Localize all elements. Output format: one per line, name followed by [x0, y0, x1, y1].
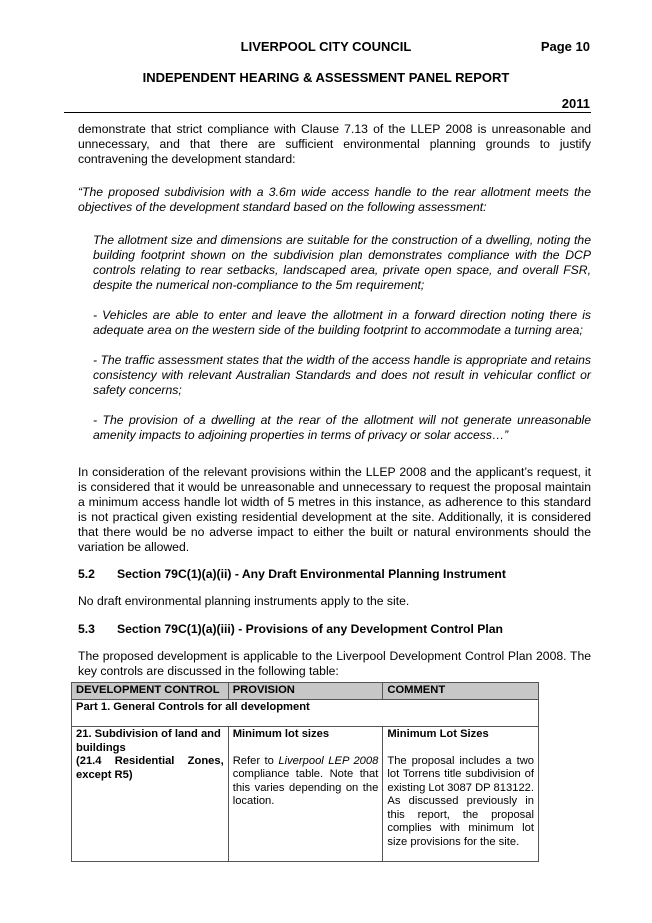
table-part-row [72, 699, 539, 727]
section-number: 5.3 [78, 622, 95, 636]
table-header-row [72, 683, 539, 700]
report-title: INDEPENDENT HEARING & ASSESSMENT PANEL REPORT [142, 70, 510, 85]
control-subtitle: (21.4 Residential Zones, except R5) [76, 755, 224, 781]
comment-cell [383, 727, 539, 862]
section-5-2-heading [78, 567, 591, 582]
controls-table [71, 682, 539, 862]
quote-item-3: - The traffic assessment states that the width of the access handle is appropriate and retains consistency with relevant Australian Standards and does not result in vehicular conflict or safety concerns; [93, 353, 591, 397]
section-title: Section 79C(1)(a)(iii) - Provisions of any Development Control Plan [117, 622, 503, 636]
provision-title: Minimum lot sizes [232, 728, 330, 740]
column-header: DEVELOPMENT CONTROL [72, 683, 229, 700]
column-header: PROVISION [228, 683, 383, 700]
paragraph-consideration: In consideration of the relevant provisions within the LLEP 2008 and the applicant’s request, it is considered that it would be unreasonable and unnecessary to request the proposal maintain a minimum access handle lot width of 5 metres in this instance, as adherence to this standard is not practical given existing residential development at the site. Additionally, it is considered that there would be no adverse impact to either the built or natural environments should the variation be allowed. [78, 465, 591, 554]
quote-item-4: - The provision of a dwelling at the rear of the allotment will not generate unreasonable amenity impacts to adjoining properties in terms of privacy or solar access…” [93, 413, 591, 442]
header-divider [64, 112, 591, 113]
page-number: Page 10 [540, 39, 590, 54]
report-year: 2011 [561, 96, 590, 111]
section-number: 5.2 [78, 567, 95, 581]
quote-item-1: The allotment size and dimensions are suitable for the construction of a dwelling, noting the building footprint shown on the subdivision plan demonstrates compliance with the DCP controls relating to rear setbacks, landscaped area, private open space, and overall FSR, despite the numerical non-compliance to the 5m requirement; [93, 233, 591, 292]
comment-text: The proposal includes a two lot Torrens title subdivision of existing Lot 3087 DP 813122. As discussed previously in this report, the proposal complies with minimum lot size provisions for the site. [387, 754, 534, 848]
table-row [72, 727, 539, 862]
comment-title: Minimum Lot Sizes [387, 728, 489, 740]
council-name: LIVERPOOL CITY COUNCIL [240, 39, 412, 54]
paragraph-section-5-2: No draft environmental planning instruments apply to the site. [78, 594, 410, 608]
section-title: Section 79C(1)(a)(ii) - Any Draft Environmental Planning Instrument [117, 567, 506, 581]
paragraph-intro: demonstrate that strict compliance with Clause 7.13 of the LLEP 2008 is unreasonable and unnecessary, and that there are sufficient environmental planning grounds to justify contravening the development standard: [78, 122, 591, 166]
control-title: 21. Subdivision of land and buildings [76, 728, 221, 754]
quote-item-2: - Vehicles are able to enter and leave the allotment in a forward direction noting there is adequate area on the western side of the building footprint to accommodate a turning area; [93, 308, 591, 337]
provision-text: Refer to Liverpool LEP 2008 compliance table. Note that this varies depending on the location. [232, 754, 379, 807]
control-cell [72, 727, 229, 862]
paragraph-section-5-3: The proposed development is applicable to the Liverpool Development Control Plan 2008. The key controls are discussed in the following table: [78, 649, 591, 678]
section-5-3-heading [78, 622, 591, 637]
report-body [78, 122, 591, 692]
quote-intro: “The proposed subdivision with a 3.6m wide access handle to the rear allotment meets the objectives of the development standard based on the following assessment: [78, 185, 591, 214]
part-heading: Part 1. General Controls for all development [72, 699, 539, 727]
provision-cell [228, 727, 383, 862]
column-header: COMMENT [383, 683, 539, 700]
